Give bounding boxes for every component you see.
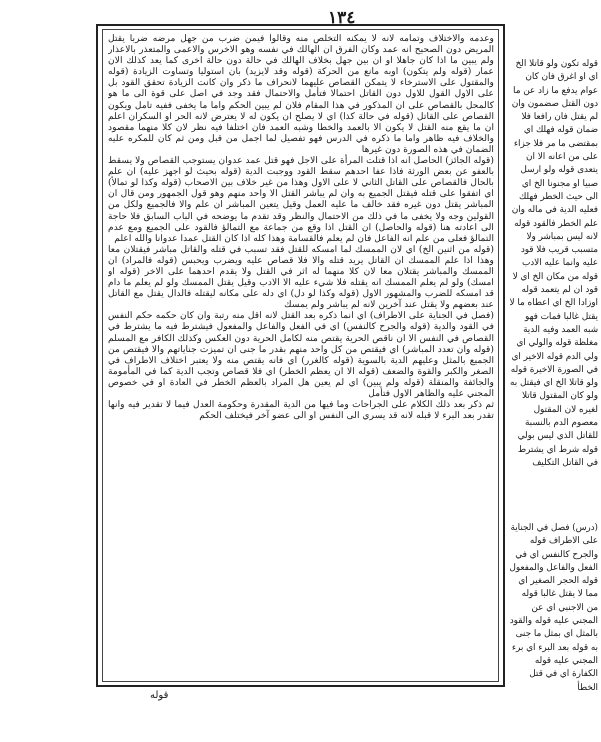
main-paragraph: (فصل في الجناية على الاطراف) اي انما ذكره بعد القتل لانه اقل منه رتبة وان كان حكمه حكم النفس في القود والدية (قوله والجرح كالنفس) اي في الفعل والفاعل والمفعول فيشترط فيه ما يشترط في القصاص في النفس الا ان ناقص الحرية يقتص منه لكامل الحرية دون العكس وكذلك الكافر مع المسلم (قوله وان تعدد المباشر) اي فيقتص من كل واحد منهم بقدر ما جنى ان تميزت جناياتهم والا فيقتص من الجميع بالمثل وعليهم الدية بالسوية (قوله كالغرر) اي فانه يقتص منه ولا يعتبر اختلاف الاطراف في الصغر والكبر والقوة والضعف (قوله الا ان يعظم الخطر) اي فلا قصاص وتجب الدية كما في المأمومة والجائفة والمنقلة (قوله ولم يبين) اي لم يعين هل المراد بالعظم الخطر في العادة او في خصوص المجني عليه والظاهر الاول فتأمل — [108, 310, 494, 399]
catchword: قوله — [150, 690, 169, 701]
main-paragraph: (قوله الجائز) الحاصل انه اذا قتلت المرأة على الاجل فهو قتل عمد عدوان يستوجب القصاص ولا يسقط بالعفو عن بعض الورثة فاذا عفا احدهم سقط القود ووجبت الدية (قوله بحيث لو اجهز عليه) ان علم بالحال فالقصاص على القاتل الثاني لا على الاول وهذا من غير خلاف بين الاصحاب (قوله وكذا لو تمالأ) اي اتفقوا على قتله فيقتل الجميع به وان لم يباشر القتل الا واحد منهم وهو قول الجمهور ومن قال ان المباشر يقتل دون غيره فقد خالف ما عليه العمل وقيل يتعين المباشر ان علم والا فالجميع ولكل من القولين وجه ولا يخفى ما في ذلك من الاحتمال والنظر وقد تقدم ما يوضحه في الباب السابق فلا حاجة الى اعادته هنا (قوله والحاصل) ان القتل اذا وقع من جماعة مع التمالؤ فالقود على الجميع ومع عدم التمالؤ فعلى من علم انه الفاعل فان لم يعلم فالقسامة وهذا كله اذا كان القتل عمدا عدوانا والله اعلم — [108, 155, 494, 244]
margin-note-top: قوله تكون ولو قاتلا الخ اي او اغرق فان كان عوام يدفع ما زاد عن ما دون القتل صضمون وان لم يقتل فان رافعا فلا ضمان قوله فهلك اي بمقتضى ما مر فلا جزاء على من اعانه الا ان يتعدى قوله ولو ارسل صبيا او مجنونا الخ اي الى حيث الخطر فهلك فعليه الدية في ماله وان علم الخطر فالقود قوله لانه ليس بمباشر ولا متسبب قريب فلا قود عليه وانما عليه الادب قوله من مكان الخ اي لا قود ان لم يتعمد قوله اوزادا الخ اي اعطاه ما لا يقتل غالبا فمات فهو شبه العمد وفيه الدية مغلظة قوله والولي اي ولي الدم قوله الاخير اي في الصورة الاخيرة قوله ولو قاتلا الخ اي فيقتل به ولو كان المقتول قاتلا لغيره لان المقتول معصوم الدم بالنسبة للقاتل الذي ليس بولي قوله شرط اي يشترط في القاتل التكليف — [509, 59, 598, 468]
main-paragraph: (قوله من اثنين الخ) اي لان الممسك لما امسكه للقتل فقد تسبب في قتله والقاتل مباشر فيقتلان معا وهذا اذا علم الممسك ان القاتل يريد قتله والا فلا قصاص عليه ويضرب ويحبس (قوله فالمراد) ان الممسك والمباشر يقتلان معا لان كلا منهما له اثر في القتل ولا يقدم احدهما على الاخر (قوله او امسك) ولو لم يعلم الممسك انه يقتله فلا شيء عليه الا الادب وقيل يقتل الممسك ولو لم يعلم ما دام قد امسكه للضرب والمشهور الاول (قوله وكذا لو دل) اي دله على مكانه ليقتله فالدال يقتل مع القاتل عند بعضهم ولا يقتل عند آخرين لانه لم يباشر ولم يمسك — [108, 243, 494, 311]
page-number: ١٣٤ — [328, 8, 356, 28]
margin-note-bottom: (درس) فصل في الجناية على الاطراف قوله والجرح كالنفس اي في الفعل والفاعل والمفعول قوله الحجر الصغير اي مما لا يقتل غالبا قوله من الاجنبي اي عن المجني عليه قوله والقود بالمثل اي بمثل ما جنى به قوله بعد البرء اي برء المجني عليه قوله الكفارة اي في قتل الخطأ — [509, 523, 598, 692]
main-paragraph: وعدمه والاختلاف وتمامه لانه لا يمكنه التخلص منه وقالوا فيمن ضرب من جهل مرضه ضربا يقتل المريض دون الصحيح انه عمد وكان الفرق ان الهالك في نفسه وهو الاخرس والاعمى والمتعذر بالاعذار ولم يبين ما اذا كان جاهلا او ان بين جهل بخلاف الهالك في حالة دون حالة اخرى كما يعد كذلك الان عمار (قوله ولم يتكون) اوبه مانع من الحركة (قوله وقد لايزيد) بان استوليا وتساوت الزيادة (قوله والمقتول على الاسترخاء لا يتمكن القصاص عليهما لانحراف ما ذكر وان كانت الزيادة تحقق القود بل على الاول القول للاول دون القاتل احتمالا فتأمل والاحتمال فقد وجد في اصل على قوة الى ما هو كالمحل بالقصاص على ان المذكور في هذا المقام فلان لم يبين الحكم واما ما يخفى ففيه تامل ويكون القصاص على القاتل (قوله في حالة كذا) اي لا يصلح ان يكون له لا يعترض لانه الحر او السكران اعلم ان ما يقع منه القتل لا يكون الا بالعمد والخطا وشبه العمد فان اختلفا فيه نظر لان كلا منهما مقصود والخلاف فيه ظاهر واما ما ذكره في الدرس فهو تفصيل لما اجمل من قبل ومن ثم كان للمكره عليه الضمان في هذه الصورة دون غيرها — [108, 33, 494, 155]
main-paragraph: ثم ذكر بعد ذلك الكلام على الجراحات وما فيها من الدية المقدرة وحكومة العدل فيما لا تقدير فيه وانها تقدر بعد البرء لا قبله لانه قد يسري الى النفس او الى عضو آخر فيختلف الحكم — [108, 399, 494, 422]
main-text-column — [108, 33, 494, 678]
